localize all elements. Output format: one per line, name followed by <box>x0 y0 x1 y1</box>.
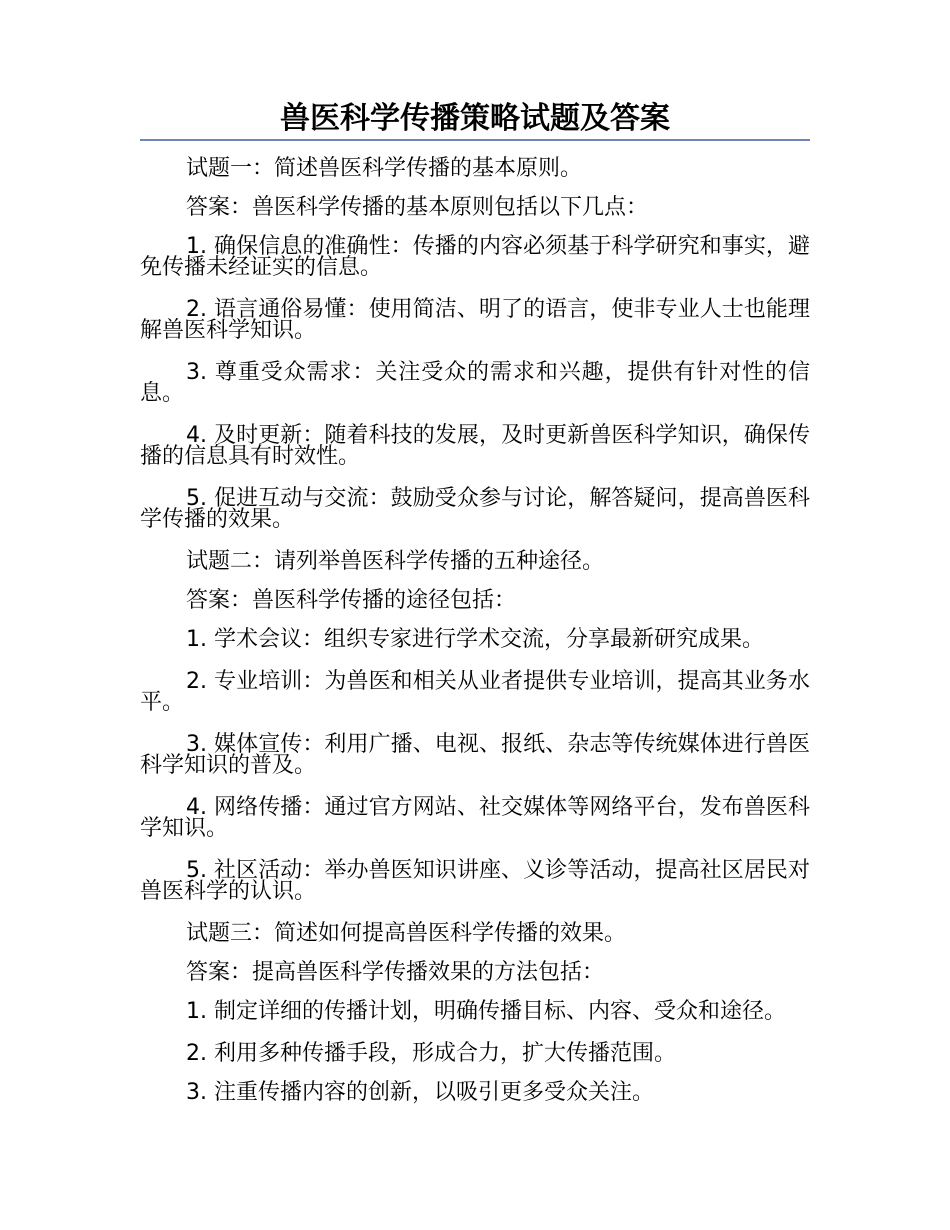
answer-2-point-1: 1. 学术会议：组织专家进行学术交流，分享最新研究成果。 <box>186 627 764 652</box>
question-3: 试题三：简述如何提高兽医科学传播的效果。 <box>186 921 627 946</box>
answer-1-point-1: 1. 确保信息的准确性：传播的内容必须基于科学研究和事实，避免传播未经证实的信息。 <box>140 234 810 280</box>
answer-1-point-2: 2. 语言通俗易懂：使用简洁、明了的语言，使非专业人士也能理解兽医科学知识。 <box>140 297 810 343</box>
answer-2-point-2: 2. 专业培训：为兽医和相关从业者提供专业培训，提高其业务水平。 <box>140 669 810 715</box>
answer-3-point-1: 1. 制定详细的传播计划，明确传播目标、内容、受众和途径。 <box>186 999 786 1024</box>
answer-3-point-3: 3. 注重传播内容的创新，以吸引更多受众关注。 <box>186 1080 654 1105</box>
answer-2-intro: 答案：兽医科学传播的途径包括： <box>186 588 517 613</box>
answer-3-intro: 答案：提高兽医科学传播效果的方法包括： <box>186 960 605 985</box>
question-2: 试题二：请列举兽医科学传播的五种途径。 <box>186 549 605 574</box>
answer-2-point-4: 4. 网络传播：通过官方网站、社交媒体等网络平台，发布兽医科学知识。 <box>140 795 810 841</box>
document-title: 兽医科学传播策略试题及答案 <box>280 101 670 136</box>
document-body <box>140 155 810 1118</box>
answer-3-point-2: 2. 利用多种传播手段，形成合力，扩大传播范围。 <box>186 1041 676 1066</box>
answer-1-intro: 答案：兽医科学传播的基本原则包括以下几点： <box>186 195 649 220</box>
question-1: 试题一：简述兽医科学传播的基本原则。 <box>186 156 583 181</box>
answer-1-point-4: 4. 及时更新：随着科技的发展，及时更新兽医科学知识，确保传播的信息具有时效性。 <box>140 423 810 469</box>
answer-2-point-3: 3. 媒体宣传：利用广播、电视、报纸、杂志等传统媒体进行兽医科学知识的普及。 <box>140 732 810 778</box>
answer-1-point-5: 5. 促进互动与交流：鼓励受众参与讨论，解答疑问，提高兽医科学传播的效果。 <box>140 486 810 532</box>
title-underline <box>140 139 810 141</box>
answer-2-point-5: 5. 社区活动：举办兽医知识讲座、义诊等活动，提高社区居民对兽医科学的认识。 <box>140 858 810 904</box>
answer-1-point-3: 3. 尊重受众需求：关注受众的需求和兴趣，提供有针对性的信息。 <box>140 360 810 406</box>
